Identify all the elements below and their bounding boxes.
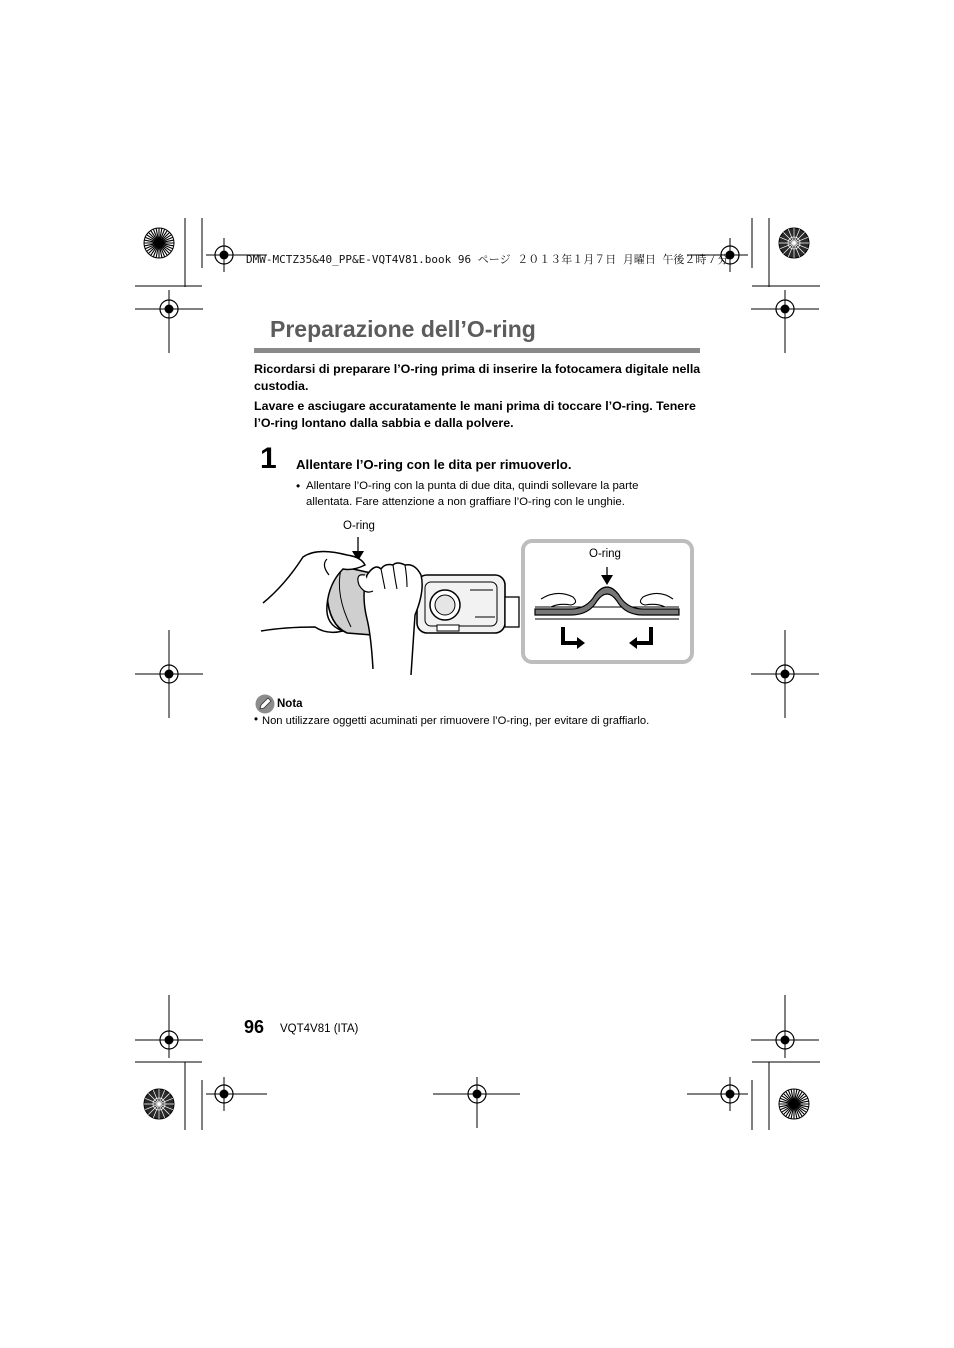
step-number: 1 [260,442,277,475]
page-number: 96 [244,1017,265,1037]
title-rule [254,348,700,353]
step-text: Allentare l’O-ring con la punta di due dita, quindi sollevare la parte allentata. Fare attenzione a non graffiare l’O-ring con le unghie. [306,480,639,508]
note-bullet: • [254,714,259,726]
document-code: VQT4V81 (ITA) [280,1023,359,1035]
intro-paragraph-2: Lavare e asciugare accuratamente le mani prima di toccare l’O-ring. Tenere l’O-ring lontano dalla sabbia e dalla polvere. [254,399,696,430]
intro-paragraph-1: Ricordarsi di preparare l’O-ring prima di inserire la fotocamera digitale nella custodia. [254,362,701,393]
step-title: Allentare l’O-ring con le dita per rimuoverlo. [296,457,572,472]
note-text: Non utilizzare oggetti acuminati per rimuovere l’O-ring, per evitare di graffiarlo. [262,715,650,727]
figure-right-label: O-ring [589,548,621,560]
page-title: Preparazione dell’O-ring [270,316,536,342]
step-bullet: • [296,479,301,493]
note-pencil-icon [255,694,275,714]
book-header-line: DMW-MCTZ35&40_PP&E-VQT4V81.book 96 ページ ２０１３年１月７日 月曜日 午後２時７分 [246,253,729,266]
figure-left-label: O-ring [343,520,375,532]
housing-illustration [255,535,530,680]
note-label: Nota [277,698,303,710]
